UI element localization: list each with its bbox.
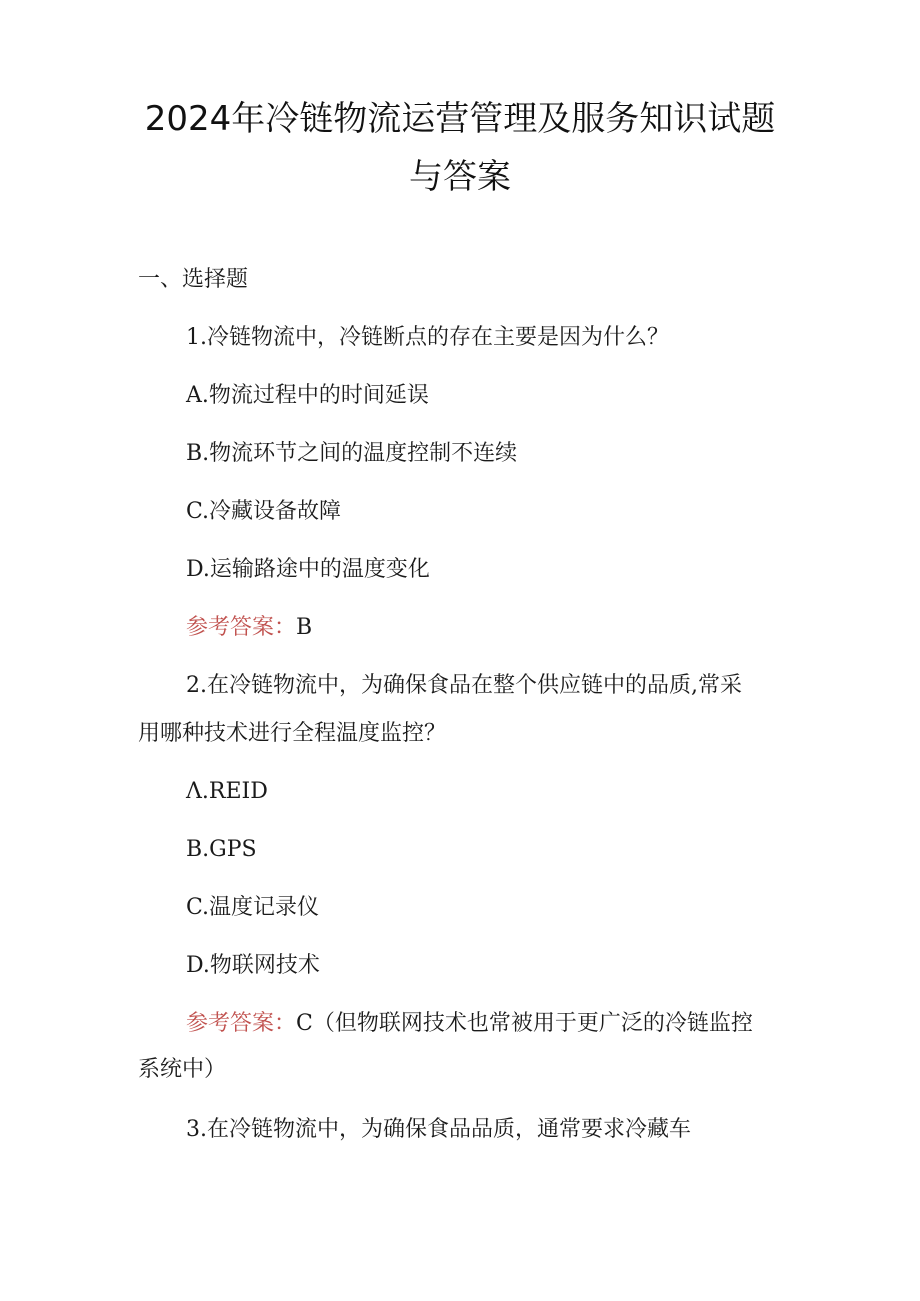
document-title [0,90,920,206]
question-2-option-d: D.物联网技术 [186,953,320,978]
section-heading: 一、选择题 [138,267,249,292]
answer-value: B [296,615,313,640]
question-1-stem: 1.冷链物流中，冷链断点的存在主要是因为什么？ [186,325,669,350]
question-2-option-c: C.温度记录仪 [186,895,320,920]
question-2-option-a: Λ.REID [186,779,268,804]
answer-value: C（但物联网技术也常被用于更广泛的冷链监控 [296,1011,753,1036]
question-1-answer [186,613,312,643]
question-1-option-b: B.物流环节之间的温度控制不连续 [186,441,518,466]
title-line-1: 2024年冷链物流运营管理及服务知识试题 [144,99,776,139]
answer-label: 参考答案： [186,1011,297,1036]
question-2-answer-line-1 [186,1009,753,1039]
question-2-stem-line-1: 2.在冷链物流中，为确保食品在整个供应链中的品质,常采 [186,673,742,698]
question-1-option-c: C.冷藏设备故障 [186,499,342,524]
question-2-answer-line-2: 系统中） [138,1057,227,1082]
question-1-option-d: D.运输路途中的温度变化 [186,557,430,582]
title-line-2: 与答案 [409,157,511,197]
question-2-option-b: B.GPS [186,837,257,862]
answer-label: 参考答案： [186,615,297,640]
question-3-stem: 3.在冷链物流中，为确保食品品质，通常要求冷藏车 [186,1117,691,1142]
question-2-stem-line-2: 用哪种技术进行全程温度监控？ [138,721,447,746]
question-1-option-a: A.物流过程中的时间延误 [186,383,429,408]
